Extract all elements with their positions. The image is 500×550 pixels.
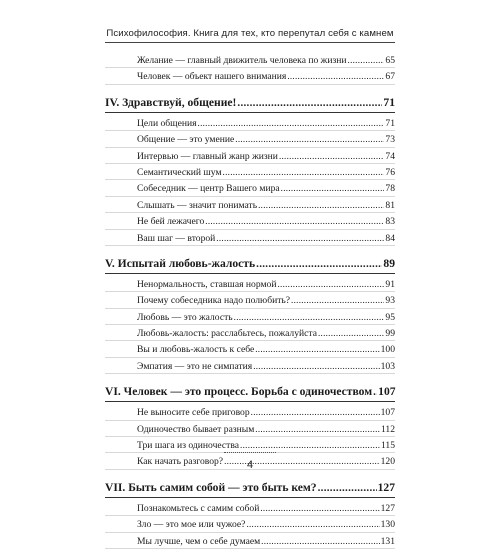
chapter-title: V. Испытай любовь-жалость xyxy=(105,256,256,270)
toc-entry-title: Эмпатия — это не симпатия xyxy=(137,360,253,372)
toc-entry-title: Почему собеседника надо полюбить? xyxy=(137,295,291,307)
toc-entry-page: 76 xyxy=(385,166,395,178)
toc-entry[interactable] xyxy=(105,500,395,516)
toc-entry-page: 65 xyxy=(385,55,395,66)
toc-leader-dots xyxy=(287,68,384,84)
toc-entry-title: Человек — объект нашего внимания xyxy=(137,71,287,83)
chapter-page: 127 xyxy=(377,480,395,494)
toc-entry-page: 93 xyxy=(385,295,395,307)
toc-chapter-7[interactable] xyxy=(105,479,395,498)
toc-entry-page: 67 xyxy=(385,71,395,83)
toc-entry-page: 81 xyxy=(385,199,395,211)
chapter-title: VI. Человек — это процесс. Борьба с одиночеством xyxy=(105,385,373,399)
toc-entry-title: Слышать — значит понимать xyxy=(137,199,258,211)
toc-leader-dots xyxy=(246,516,379,532)
toc-entry[interactable] xyxy=(105,533,395,549)
toc-leader-dots xyxy=(373,383,377,401)
toc-leader-dots xyxy=(291,292,384,308)
toc-leader-dots xyxy=(318,325,384,341)
header-rule xyxy=(105,42,395,43)
toc-entry-title: Цели общения xyxy=(137,117,197,129)
toc-entry-title: Собеседник — центр Вашего мира xyxy=(137,183,280,195)
toc-entry-page: 131 xyxy=(380,535,395,547)
toc-leader-dots xyxy=(240,437,380,453)
toc-entry-page: 127 xyxy=(380,502,395,514)
chapter-page: 107 xyxy=(378,385,396,399)
running-title: Психофилософия. Книга для тех, кто перепутал себя с камнем xyxy=(106,28,394,39)
toc-leader-dots xyxy=(281,180,385,196)
footer-ornament xyxy=(224,452,276,455)
toc-leader-dots xyxy=(255,341,379,357)
toc-entry-page: 100 xyxy=(380,344,395,356)
toc-leader-dots xyxy=(235,131,384,147)
chapter-page: 71 xyxy=(383,95,395,109)
toc-entry-page: 112 xyxy=(380,423,395,435)
toc-entry-title: Ненормальность, ставшая нормой xyxy=(137,278,277,290)
toc-leader-dots xyxy=(237,94,382,112)
toc-leader-dots xyxy=(223,164,385,180)
toc-entry-title: Три шага из одиночества xyxy=(137,440,240,452)
toc-entry-title: Любовь-жалость: расслабьтесь, пожалуйста xyxy=(137,328,317,340)
toc-entry[interactable] xyxy=(105,164,395,180)
chapter-page: 89 xyxy=(383,256,395,270)
toc-entry-page: 83 xyxy=(385,216,395,228)
toc-entry-title: Мы лучше, чем о себе думаем xyxy=(137,535,261,547)
toc-leader-dots xyxy=(216,230,384,246)
toc-entry[interactable] xyxy=(105,421,395,437)
toc-entry-page: 78 xyxy=(385,183,395,195)
toc-entry[interactable] xyxy=(105,325,395,341)
toc-leader-dots xyxy=(348,52,385,68)
toc-entry-title: Не выносите себе приговор xyxy=(137,407,250,419)
toc-entry-page: 99 xyxy=(385,328,395,340)
toc-entry[interactable] xyxy=(105,309,395,325)
toc-entry-page: 84 xyxy=(385,232,395,244)
toc-entry-title: Одиночество бывает разным xyxy=(137,423,255,435)
toc-leader-dots xyxy=(205,213,384,229)
page-number: 4 xyxy=(246,459,254,471)
toc-entry[interactable] xyxy=(105,68,395,84)
toc-leader-dots xyxy=(260,500,379,516)
toc-leader-dots xyxy=(234,309,385,325)
toc-entry[interactable] xyxy=(105,358,395,374)
toc-leader-dots xyxy=(256,255,382,273)
toc-chapter-6[interactable] xyxy=(105,383,395,402)
toc-leader-dots xyxy=(279,148,384,164)
toc-entry-page: 130 xyxy=(380,519,395,531)
toc-entry-page: 71 xyxy=(385,117,395,129)
toc-chapter-4[interactable] xyxy=(105,94,395,113)
toc-entry[interactable] xyxy=(105,115,395,131)
toc-leader-dots xyxy=(277,276,384,292)
toc-entry-title: Познакомьтесь с самим собой xyxy=(137,502,260,514)
toc-entry-page: 73 xyxy=(385,134,395,146)
toc-entry-title: Вы и любовь-жалость к себе xyxy=(137,344,255,356)
toc-entry-title: Зло — это мое или чужое? xyxy=(137,519,246,531)
toc-entry-title: Любовь — это жалость xyxy=(137,311,233,323)
toc-entry-title: Ваш шаг — второй xyxy=(137,232,216,244)
toc-entry-title: Как начать разговор? xyxy=(137,456,224,468)
toc-entry[interactable] xyxy=(105,276,395,292)
toc-entry-title: Интервью — главный жанр жизни xyxy=(137,150,278,162)
toc-entry[interactable] xyxy=(105,213,395,229)
toc-entry[interactable] xyxy=(105,341,395,357)
toc-entry-title: Общение — это умение xyxy=(137,134,235,146)
toc-entry-page: 95 xyxy=(385,311,395,323)
toc-entry-page: 74 xyxy=(385,150,395,162)
chapter-title: IV. Здравствуй, общение! xyxy=(105,95,237,109)
toc-entry[interactable] xyxy=(105,148,395,164)
toc-entry-page: 120 xyxy=(380,456,395,468)
table-of-contents xyxy=(105,52,395,549)
toc-chapter-5[interactable] xyxy=(105,255,395,274)
toc-entry[interactable] xyxy=(105,180,395,196)
toc-leader-dots xyxy=(258,197,384,213)
toc-entry-page: 103 xyxy=(380,360,395,372)
toc-entry-title: Желание — главный движитель человека по жизни xyxy=(137,55,347,66)
toc-entry[interactable] xyxy=(105,516,395,532)
toc-entry[interactable] xyxy=(105,131,395,147)
toc-entry[interactable] xyxy=(105,437,395,453)
toc-leader-dots xyxy=(255,421,380,437)
toc-entry[interactable] xyxy=(105,404,395,420)
toc-leader-dots xyxy=(261,533,379,549)
toc-entry-page: 91 xyxy=(385,278,395,290)
toc-entry-title: Семантический шум xyxy=(137,166,222,178)
toc-entry-page: 115 xyxy=(380,440,395,452)
toc-leader-dots xyxy=(251,404,380,420)
toc-entry[interactable] xyxy=(105,197,395,213)
toc-entry[interactable] xyxy=(105,52,395,68)
chapter-title: VII. Быть самим собой — это быть кем? xyxy=(105,480,317,494)
toc-leader-dots xyxy=(198,115,385,131)
toc-leader-dots xyxy=(318,479,377,497)
toc-entry-page: 107 xyxy=(380,407,395,419)
toc-entry[interactable] xyxy=(105,230,395,246)
toc-entry[interactable] xyxy=(105,292,395,308)
toc-entry-title: Не бей лежачего xyxy=(137,216,205,228)
toc-leader-dots xyxy=(253,358,379,374)
